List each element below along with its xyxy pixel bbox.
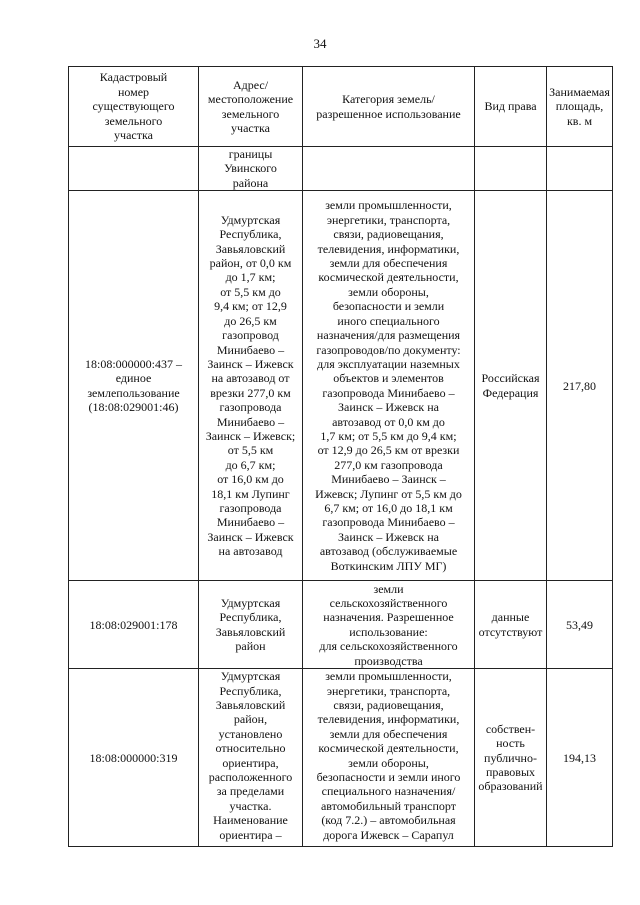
cell-address: Удмуртская Республика, Завьяловский район, установлено относительно ориентира, расположенного за пределами участка. Наименование ориентира – xyxy=(199,669,303,847)
header-right-type: Вид права xyxy=(475,67,547,147)
land-plots-table xyxy=(68,66,613,847)
cell-category: земли сельскохозяйственного назначения. Разрешенное использование: для сельскохозяйственного производства xyxy=(303,581,475,669)
cell-address: Удмуртская Республика, Завьяловский район, от 0,0 км до 1,7 км; от 5,5 км до 9,4 км; от 12,9 до 26,5 км газопровод Минибаево – Заинск – Ижевск на автозавод от врезки 277,0 км газопровода Минибаево – Заинск – Ижевск; от 5,5 км до 6,7 км; от 16,0 км до 18,1 км Лупинг газопровода Минибаево – Заинск – Ижевск на автозавод xyxy=(199,191,303,581)
header-land-category: Категория земель/ разрешенное использование xyxy=(303,67,475,147)
cell-area: 194,13 xyxy=(547,669,613,847)
cell-category xyxy=(303,147,475,191)
cell-cadastral: 18:08:029001:178 xyxy=(69,581,199,669)
page-number: 34 xyxy=(313,36,327,51)
header-address: Адрес/ местоположение земельного участка xyxy=(199,67,303,147)
cell-cadastral xyxy=(69,147,199,191)
cell-right: собствен- ность публично- правовых образований xyxy=(475,669,547,847)
cell-address: Удмуртская Республика, Завьяловский район xyxy=(199,581,303,669)
cell-right: Российская Федерация xyxy=(475,191,547,581)
cell-right: данные отсутствуют xyxy=(475,581,547,669)
cell-category: земли промышленности, энергетики, транспорта, связи, радиовещания, телевидения, информатики, земли для обеспечения космической деятельности, земли обороны, безопасности и земли иного специального назначения/для размещения газопроводов/по документу: для эксплуатации наземных объектов и элементов газопровода Минибаево – Заинск – Ижевск на автозавод от 0,0 км до 1,7 км; от 5,5 км до 9,4 км; от 12,9 до 26,5 км от врезки 277,0 км газопровода Минибаево – Заинск – Ижевск; Лупинг от 5,5 км до 6,7 км; от 16,0 до 18,1 км газопровода Минибаево – Заинск – Ижевск на автозавод (обслуживаемые Воткинским ЛПУ МГ) xyxy=(303,191,475,581)
cell-area xyxy=(547,147,613,191)
cell-address: границы Увинского района xyxy=(199,147,303,191)
table-row xyxy=(69,581,613,669)
header-area: Занимаемая площадь, кв. м xyxy=(547,67,613,147)
cell-area: 217,80 xyxy=(547,191,613,581)
cell-area: 53,49 xyxy=(547,581,613,669)
table-row xyxy=(69,669,613,847)
header-cadastral-number: Кадастровый номер существующего земельного участка xyxy=(69,67,199,147)
table-row xyxy=(69,191,613,581)
table-header-row xyxy=(69,67,613,147)
table-row xyxy=(69,147,613,191)
cell-right xyxy=(475,147,547,191)
cell-cadastral: 18:08:000000:437 – единое землепользование (18:08:029001:46) xyxy=(69,191,199,581)
cell-category: земли промышленности, энергетики, транспорта, связи, радиовещания, телевидения, информатики, земли для обеспечения космической деятельности, земли обороны, безопасности и земли иного специального назначения/ автомобильный транспорт (код 7.2.) – автомобильная дорога Ижевск – Сарапул xyxy=(303,669,475,847)
cell-cadastral: 18:08:000000:319 xyxy=(69,669,199,847)
